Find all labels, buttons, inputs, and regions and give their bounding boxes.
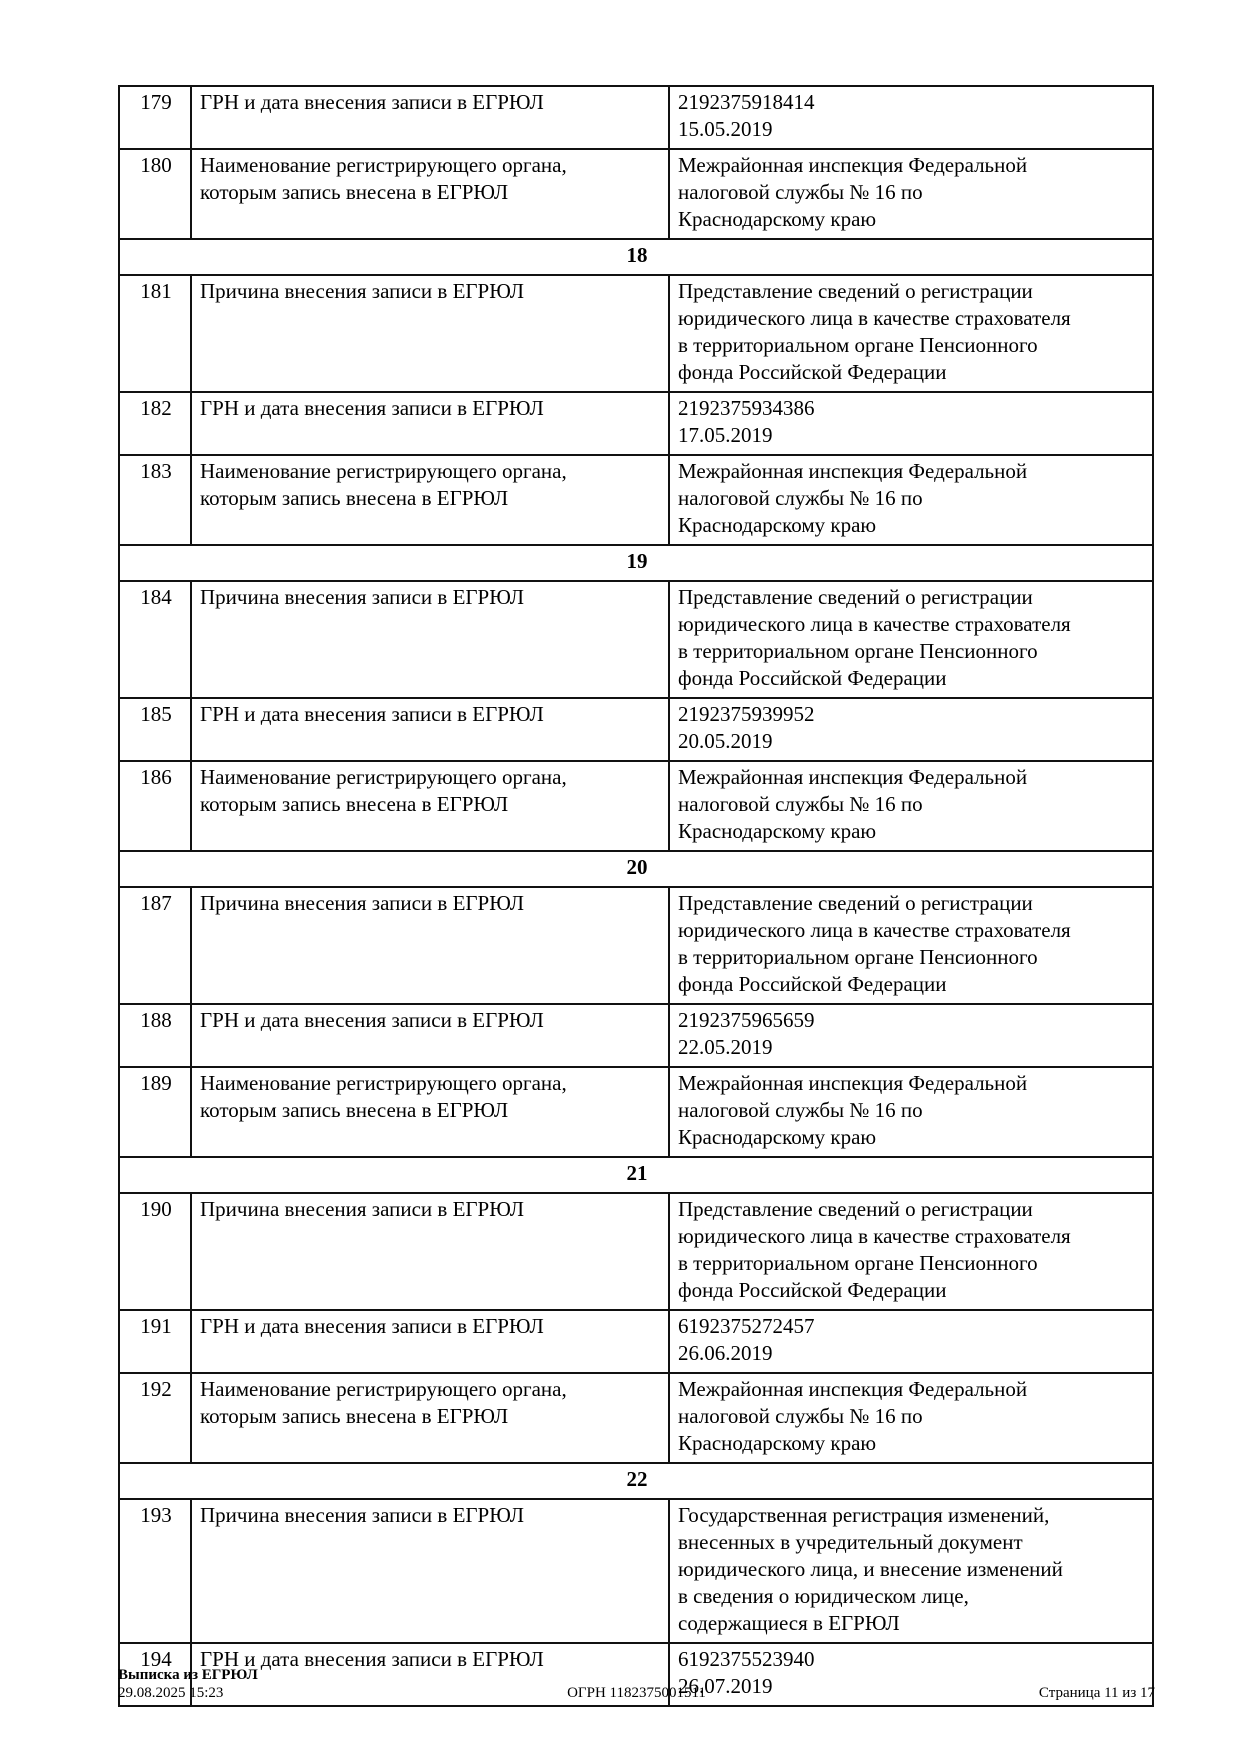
text-line: 26.06.2019: [678, 1341, 773, 1365]
text-line: Краснодарскому краю: [678, 1431, 877, 1455]
text-line: содержащиеся в ЕГРЮЛ: [678, 1611, 900, 1635]
row-value-cell: [669, 761, 1153, 851]
table-row: [119, 761, 1153, 851]
section-header-row: [119, 1157, 1153, 1193]
row-label-cell: [191, 1193, 669, 1310]
row-number-cell: 180: [119, 149, 191, 239]
row-label-cell: [191, 1067, 669, 1157]
egrul-table-body: [119, 86, 1156, 1706]
text-line: Наименование регистрирующего органа,: [200, 765, 567, 789]
row-label-cell: [191, 1310, 669, 1373]
row-label-cell: [191, 275, 669, 392]
table-row: [119, 698, 1153, 761]
text-line: в территориальном органе Пенсионного: [678, 333, 1038, 357]
row-label-cell: [191, 149, 669, 239]
row-value-cell: [669, 1499, 1153, 1643]
row-label-cell: [191, 1499, 669, 1643]
section-header-row: [119, 851, 1153, 887]
footer-datetime: 29.08.2025 15:23: [118, 1685, 224, 1701]
text-line: налоговой службы № 16 по: [678, 180, 923, 204]
text-line: Межрайонная инспекция Федеральной: [678, 459, 1028, 483]
text-line: Межрайонная инспекция Федеральной: [678, 765, 1028, 789]
row-label-cell: [191, 887, 669, 1004]
text-line: ГРН и дата внесения записи в ЕГРЮЛ: [200, 702, 544, 726]
text-line: ГРН и дата внесения записи в ЕГРЮЛ: [200, 90, 544, 114]
row-label-cell: [191, 761, 669, 851]
text-line: 2192375918414: [678, 90, 815, 114]
text-line: 15.05.2019: [678, 117, 773, 141]
row-number-cell: 188: [119, 1004, 191, 1067]
text-line: юридического лица в качестве страхователя: [678, 306, 1071, 330]
row-value-cell: [669, 698, 1153, 761]
text-line: 6192375272457: [678, 1314, 815, 1338]
text-line: 17.05.2019: [678, 423, 773, 447]
table-row: [119, 1067, 1153, 1157]
row-value-cell: [669, 887, 1153, 1004]
text-line: Представление сведений о регистрации: [678, 279, 1033, 303]
text-line: Краснодарскому краю: [678, 1125, 877, 1149]
text-line: в сведения о юридическом лице,: [678, 1584, 969, 1608]
text-line: Межрайонная инспекция Федеральной: [678, 1377, 1028, 1401]
row-label-cell: [191, 581, 669, 698]
row-number-cell: 179: [119, 86, 191, 149]
row-number-cell: 181: [119, 275, 191, 392]
text-line: в территориальном органе Пенсионного: [678, 945, 1038, 969]
row-number-cell: 187: [119, 887, 191, 1004]
row-number-cell: 184: [119, 581, 191, 698]
table-row: [119, 1373, 1153, 1463]
text-line: Наименование регистрирующего органа,: [200, 1071, 567, 1095]
text-line: которым запись внесена в ЕГРЮЛ: [200, 180, 509, 204]
row-label-cell: [191, 698, 669, 761]
section-number: 18: [119, 239, 1153, 275]
text-line: 22.05.2019: [678, 1035, 773, 1059]
row-value-cell: [669, 1193, 1153, 1310]
text-line: Межрайонная инспекция Федеральной: [678, 1071, 1028, 1095]
footer-doc-title: Выписка из ЕГРЮЛ: [118, 1667, 258, 1683]
row-label-cell: [191, 86, 669, 149]
section-header-row: [119, 1463, 1153, 1499]
row-label-cell: [191, 1004, 669, 1067]
row-label-cell: [191, 392, 669, 455]
text-line: налоговой службы № 16 по: [678, 1404, 923, 1428]
text-line: Краснодарскому краю: [678, 513, 877, 537]
row-value-cell: [669, 581, 1153, 698]
text-line: внесенных в учредительный документ: [678, 1530, 1023, 1554]
row-value-cell: [669, 275, 1153, 392]
row-number-cell: 182: [119, 392, 191, 455]
table-row: [119, 149, 1153, 239]
table-row: [119, 392, 1153, 455]
text-line: ГРН и дата внесения записи в ЕГРЮЛ: [200, 1647, 544, 1671]
text-line: Краснодарскому краю: [678, 207, 877, 231]
text-line: Причина внесения записи в ЕГРЮЛ: [200, 279, 525, 303]
row-number-cell: 186: [119, 761, 191, 851]
row-number-cell: 192: [119, 1373, 191, 1463]
table-row: [119, 581, 1153, 698]
text-line: Причина внесения записи в ЕГРЮЛ: [200, 1503, 525, 1527]
footer-ogrn: ОГРН 1182375001511: [567, 1685, 706, 1701]
text-line: налоговой службы № 16 по: [678, 1098, 923, 1122]
text-line: Наименование регистрирующего органа,: [200, 1377, 567, 1401]
text-line: которым запись внесена в ЕГРЮЛ: [200, 792, 509, 816]
row-label-cell: [191, 1373, 669, 1463]
text-line: налоговой службы № 16 по: [678, 486, 923, 510]
row-value-cell: [669, 1310, 1153, 1373]
row-label-cell: [191, 455, 669, 545]
table-row: [119, 86, 1153, 149]
row-number-cell: 194: [119, 1643, 191, 1706]
text-line: которым запись внесена в ЕГРЮЛ: [200, 1098, 509, 1122]
text-line: в территориальном органе Пенсионного: [678, 639, 1038, 663]
text-line: Краснодарскому краю: [678, 819, 877, 843]
section-number: 21: [119, 1157, 1153, 1193]
egrul-records-table: [118, 85, 1154, 1707]
row-value-cell: [669, 86, 1153, 149]
table-row: [119, 1499, 1153, 1643]
text-line: налоговой службы № 16 по: [678, 792, 923, 816]
footer-info-row: [118, 1684, 1155, 1702]
page-footer: [118, 1666, 1155, 1702]
text-line: юридического лица в качестве страхователя: [678, 1224, 1071, 1248]
row-number-cell: 193: [119, 1499, 191, 1643]
text-line: фонда Российской Федерации: [678, 360, 947, 384]
row-value-cell: [669, 1004, 1153, 1067]
row-value-cell: [669, 455, 1153, 545]
row-value-cell: [669, 392, 1153, 455]
text-line: юридического лица в качестве страхователя: [678, 918, 1071, 942]
footer-page-number: Страница 11 из 17: [1038, 1685, 1156, 1701]
text-line: 2192375939952: [678, 702, 815, 726]
row-value-cell: [669, 1373, 1153, 1463]
row-number-cell: 189: [119, 1067, 191, 1157]
row-number-cell: 185: [119, 698, 191, 761]
table-row: [119, 887, 1153, 1004]
text-line: 26.07.2019: [678, 1674, 773, 1698]
text-line: Представление сведений о регистрации: [678, 1197, 1033, 1221]
text-line: Государственная регистрация изменений,: [678, 1503, 1050, 1527]
text-line: фонда Российской Федерации: [678, 666, 947, 690]
section-number: 19: [119, 545, 1153, 581]
row-number-cell: 190: [119, 1193, 191, 1310]
text-line: юридического лица в качестве страхователя: [678, 612, 1071, 636]
text-line: юридического лица, и внесение изменений: [678, 1557, 1063, 1581]
text-line: 2192375934386: [678, 396, 815, 420]
text-line: Причина внесения записи в ЕГРЮЛ: [200, 1197, 525, 1221]
table-row: [119, 1004, 1153, 1067]
section-header-row: [119, 545, 1153, 581]
text-line: 2192375965659: [678, 1008, 815, 1032]
text-line: фонда Российской Федерации: [678, 1278, 947, 1302]
text-line: 6192375523940: [678, 1647, 815, 1671]
text-line: Межрайонная инспекция Федеральной: [678, 153, 1028, 177]
row-number-cell: 183: [119, 455, 191, 545]
row-value-cell: [669, 1067, 1153, 1157]
row-value-cell: [669, 149, 1153, 239]
text-line: ГРН и дата внесения записи в ЕГРЮЛ: [200, 1314, 544, 1338]
text-line: которым запись внесена в ЕГРЮЛ: [200, 1404, 509, 1428]
text-line: Причина внесения записи в ЕГРЮЛ: [200, 891, 525, 915]
text-line: Причина внесения записи в ЕГРЮЛ: [200, 585, 525, 609]
table-row: [119, 275, 1153, 392]
text-line: 20.05.2019: [678, 729, 773, 753]
text-line: которым запись внесена в ЕГРЮЛ: [200, 486, 509, 510]
text-line: Представление сведений о регистрации: [678, 585, 1033, 609]
text-line: Наименование регистрирующего органа,: [200, 459, 567, 483]
table-row: [119, 1310, 1153, 1373]
text-line: Представление сведений о регистрации: [678, 891, 1033, 915]
table-row: [119, 1193, 1153, 1310]
section-header-row: [119, 239, 1153, 275]
table-row: [119, 455, 1153, 545]
text-line: фонда Российской Федерации: [678, 972, 947, 996]
text-line: ГРН и дата внесения записи в ЕГРЮЛ: [200, 1008, 544, 1032]
text-line: в территориальном органе Пенсионного: [678, 1251, 1038, 1275]
row-number-cell: 191: [119, 1310, 191, 1373]
section-number: 20: [119, 851, 1153, 887]
text-line: ГРН и дата внесения записи в ЕГРЮЛ: [200, 396, 544, 420]
text-line: Наименование регистрирующего органа,: [200, 153, 567, 177]
section-number: 22: [119, 1463, 1153, 1499]
